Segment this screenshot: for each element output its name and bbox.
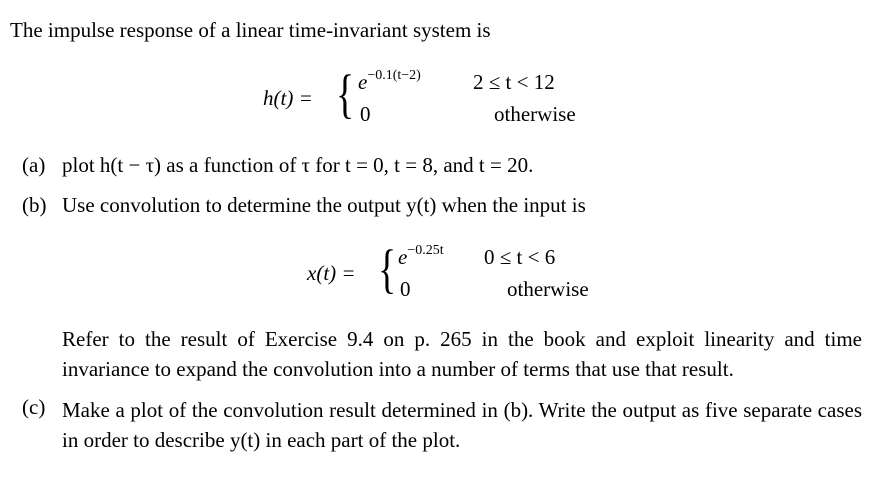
h-case1-base: e xyxy=(358,70,368,94)
x-case2-cond: otherwise xyxy=(507,277,589,301)
part-b-label: (b) xyxy=(22,193,47,217)
x-lhs: x(t) = xyxy=(307,261,356,285)
x-case2-expr: 0 xyxy=(400,277,411,301)
part-c-text: Make a plot of the convolution result determined in (b). Write the output as five separate cases in order to describe y(t) in each part of the plot. xyxy=(62,398,862,452)
part-a-label: (a) xyxy=(22,153,46,177)
h-lhs: h(t) = xyxy=(263,86,313,110)
part-a xyxy=(22,153,533,178)
h-case2-cond: otherwise xyxy=(494,102,576,126)
part-a-text: plot h(t − τ) as a function of τ for t = 0, t = 8, and t = 20. xyxy=(62,153,534,177)
part-b xyxy=(22,193,586,218)
h-case1-cond: 2 ≤ t < 12 xyxy=(473,70,555,94)
part-c-label: (c) xyxy=(22,395,46,419)
x-case1-cond: 0 ≤ t < 6 xyxy=(484,245,556,269)
h-case1-expr xyxy=(358,70,421,95)
x-brace: { xyxy=(378,239,397,299)
h-case2-expr: 0 xyxy=(360,102,371,126)
refer-paragraph: Refer to the result of Exercise 9.4 on p. 265 in the book and exploit linearity and time invariance to expand the convolution into a number of terms that use that result. xyxy=(62,327,862,381)
intro-text: The impulse response of a linear time-invariant system is xyxy=(10,18,491,42)
h-case1-exp: −0.1(t−2) xyxy=(367,68,421,83)
x-case1-exp: −0.25t xyxy=(407,243,444,258)
x-case1-expr xyxy=(398,245,444,270)
part-b-text: Use convolution to determine the output y(t) when the input is xyxy=(62,193,586,217)
x-case1-base: e xyxy=(398,245,408,269)
h-brace: { xyxy=(336,64,355,124)
